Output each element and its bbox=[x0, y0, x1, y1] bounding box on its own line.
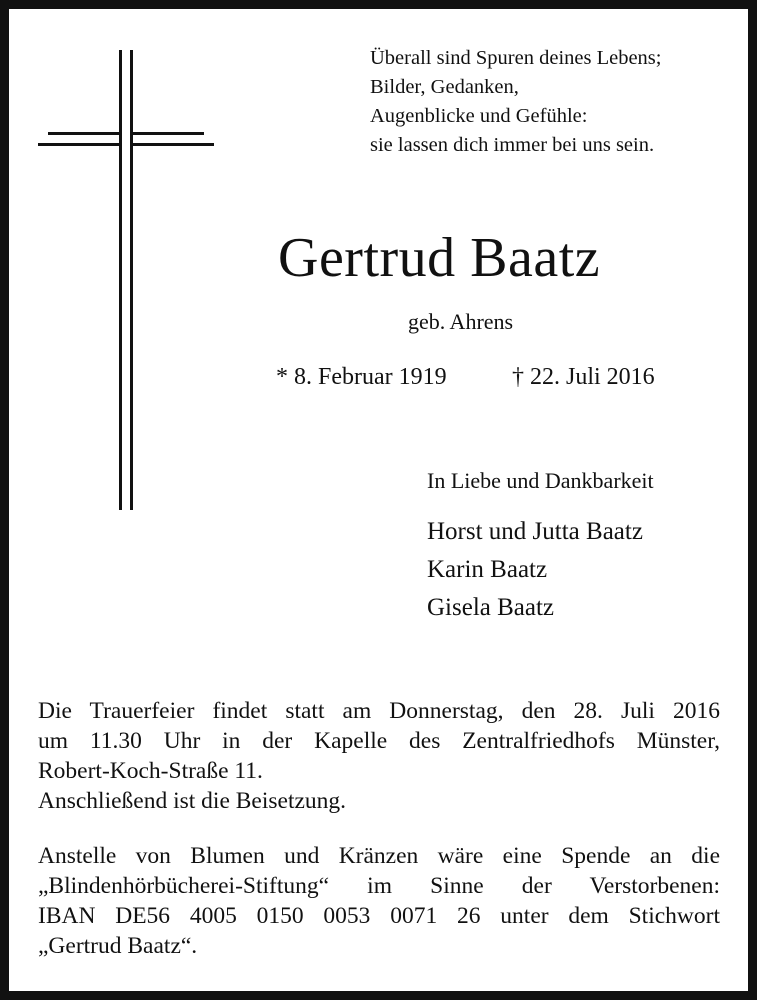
ceremony-details bbox=[38, 696, 720, 816]
donation-request bbox=[38, 841, 720, 961]
mourner-name: Karin Baatz bbox=[427, 556, 548, 583]
cross-icon bbox=[38, 50, 214, 510]
ceremony-line: um 11.30 Uhr in der Kapelle des Zentralfriedhofs Münster, bbox=[38, 728, 720, 754]
poem-line: Überall sind Spuren deines Lebens; bbox=[370, 47, 662, 69]
deceased-name: Gertrud Baatz bbox=[278, 227, 601, 289]
ceremony-line: Anschließend ist die Beisetzung. bbox=[38, 788, 347, 814]
donation-line: IBAN DE56 4005 0150 0053 0071 26 unter dem Stichwort bbox=[38, 903, 720, 929]
ceremony-line: Die Trauerfeier findet statt am Donnerstag, den 28. Juli 2016 bbox=[38, 698, 720, 724]
mourners-list bbox=[427, 513, 643, 627]
memorial-poem bbox=[370, 44, 740, 160]
poem-line: Augenblicke und Gefühle: bbox=[370, 105, 588, 127]
poem-line: sie lassen dich immer bei uns sein. bbox=[370, 134, 655, 156]
ceremony-line: Robert-Koch-Straße 11. bbox=[38, 758, 263, 784]
mourner-name: Gisela Baatz bbox=[427, 594, 555, 621]
birth-date: * 8. Februar 1919 bbox=[276, 364, 447, 390]
mourner-name: Horst und Jutta Baatz bbox=[427, 518, 643, 545]
death-date: † 22. Juli 2016 bbox=[512, 364, 655, 390]
donation-line: „Gertrud Baatz“. bbox=[38, 933, 198, 959]
dedication-line: In Liebe und Dankbarkeit bbox=[427, 468, 654, 493]
maiden-name: geb. Ahrens bbox=[408, 309, 514, 334]
poem-line: Bilder, Gedanken, bbox=[370, 76, 519, 98]
donation-line: „Blindenhörbücherei-Stiftung“ im Sinne der Verstorbenen: bbox=[38, 873, 720, 899]
donation-line: Anstelle von Blumen und Kränzen wäre eine Spende an die bbox=[38, 843, 720, 869]
